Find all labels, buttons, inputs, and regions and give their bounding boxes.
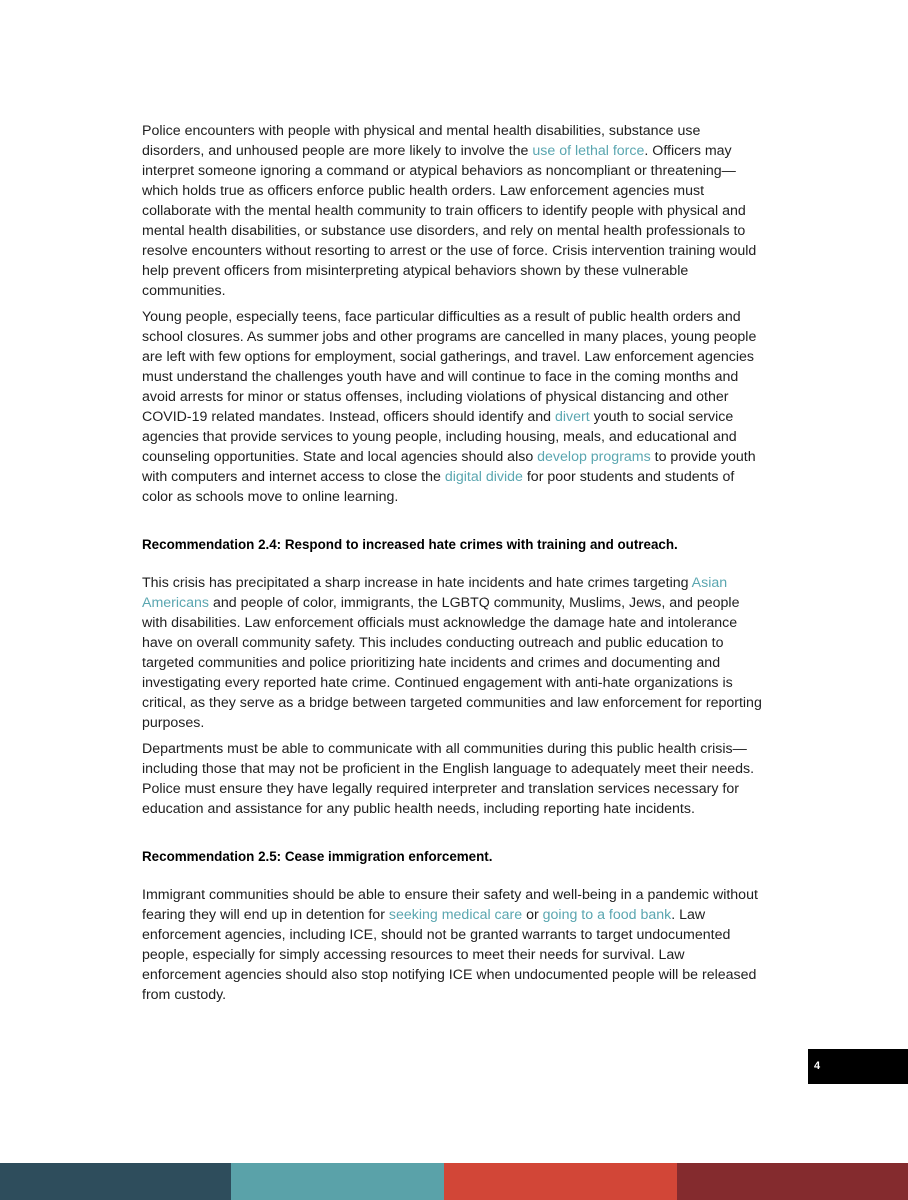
paragraph-text: and people of color, immigrants, the LGBTQ community, Muslims, Jews, and people with disabilities. Law enforcement officials must acknowledge the damage hate and intolerance have on overall community safety. This includes conducting outreach and public education to targeted communities and police prioritizing hate incidents and crimes and documenting and investigating every reported hate crime. Continued engagement with anti-hate organizations is critical, as they serve as a bridge between targeted communities and law enforcement for reporting purposes. [142, 595, 762, 731]
inline-link[interactable]: develop programs [537, 449, 651, 465]
inline-link[interactable]: divert [554, 409, 590, 425]
inline-link[interactable]: digital divide [444, 469, 523, 485]
recommendation-2-4-section [142, 573, 762, 819]
recommendation-2-5-heading: Recommendation 2.5: Cease immigration enforcement. [142, 849, 493, 864]
inline-link[interactable]: use of lethal force [532, 143, 645, 159]
footer-segment-red [444, 1163, 677, 1200]
paragraph [142, 307, 762, 507]
paragraph [142, 885, 762, 1005]
inline-link[interactable]: seeking medical care [388, 907, 523, 923]
paragraph [142, 121, 762, 301]
paragraph-text: Young people, especially teens, face particular difficulties as a result of public health orders and school closures. As summer jobs and other programs are cancelled in many places, young people are left with few options for employment, social gatherings, and travel. Law enforcement agencies must understand the challenges youth have and will continue to face in the coming months and avoid arrests for minor or status offenses, including violations of physical distancing and other COVID-19 related mandates. Instead, officers should identify and [142, 309, 757, 425]
recommendation-2-4-heading: Recommendation 2.4: Respond to increased hate crimes with training and outreach. [142, 537, 678, 552]
inline-link[interactable]: Asian Americans [142, 575, 728, 611]
intro-section [142, 121, 762, 507]
page-number: 4 [808, 1049, 908, 1084]
footer-color-bar [0, 1163, 908, 1200]
paragraph-text: Immigrant communities should be able to ensure their safety and well-being in a pandemic without fearing they will end up in detention for [142, 887, 758, 923]
recommendation-2-5-section [142, 885, 762, 1005]
paragraph-text: . Officers may interpret someone ignoring a command or atypical behaviors as noncompliant or threatening—which holds true as officers enforce public health orders. Law enforcement agencies must collaborate with the mental health community to train officers to identify people with physical and mental health disabilities, or substance use disorders, and rely on mental health professionals to resolve encounters without resorting to arrest or the use of force. Crisis intervention training would help prevent officers from misinterpreting atypical behaviors shown by these vulnerable communities. [142, 143, 757, 299]
paragraph-text: Police encounters with people with physical and mental health disabilities, substance use disorders, and unhoused people are more likely to involve the [142, 123, 701, 159]
footer-segment-teal [231, 1163, 444, 1200]
footer-segment-maroon [677, 1163, 908, 1200]
inline-link[interactable]: going to a food bank [542, 907, 672, 923]
paragraph-text: youth to social service agencies that provide services to young people, including housing, meals, and educational and counseling opportunities. State and local agencies should also [142, 409, 737, 465]
document-body [142, 121, 762, 1011]
paragraph-text: Departments must be able to communicate with all communities during this public health crisis—including those that may not be proficient in the English language to adequately meet their needs. Police must ensure they have legally required interpreter and translation services necessary for education and assistance for any public health needs, including reporting hate incidents. [142, 741, 755, 817]
paragraph-text: This crisis has precipitated a sharp increase in hate incidents and hate crimes targeting [142, 575, 692, 591]
paragraph-text: . Law enforcement agencies, including ICE, should not be granted warrants to target undocumented people, especially for simply accessing resources to meet their needs for survival. Law enforcement agencies should also stop notifying ICE when undocumented people will be released from custody. [142, 907, 757, 1003]
paragraph [142, 739, 762, 819]
paragraph [142, 573, 762, 733]
paragraph-text: for poor students and students of color as schools move to online learning. [142, 469, 735, 505]
paragraph-text: to provide youth with computers and internet access to close the [142, 449, 756, 485]
paragraph-text: or [522, 907, 543, 923]
footer-segment-navy [0, 1163, 231, 1200]
